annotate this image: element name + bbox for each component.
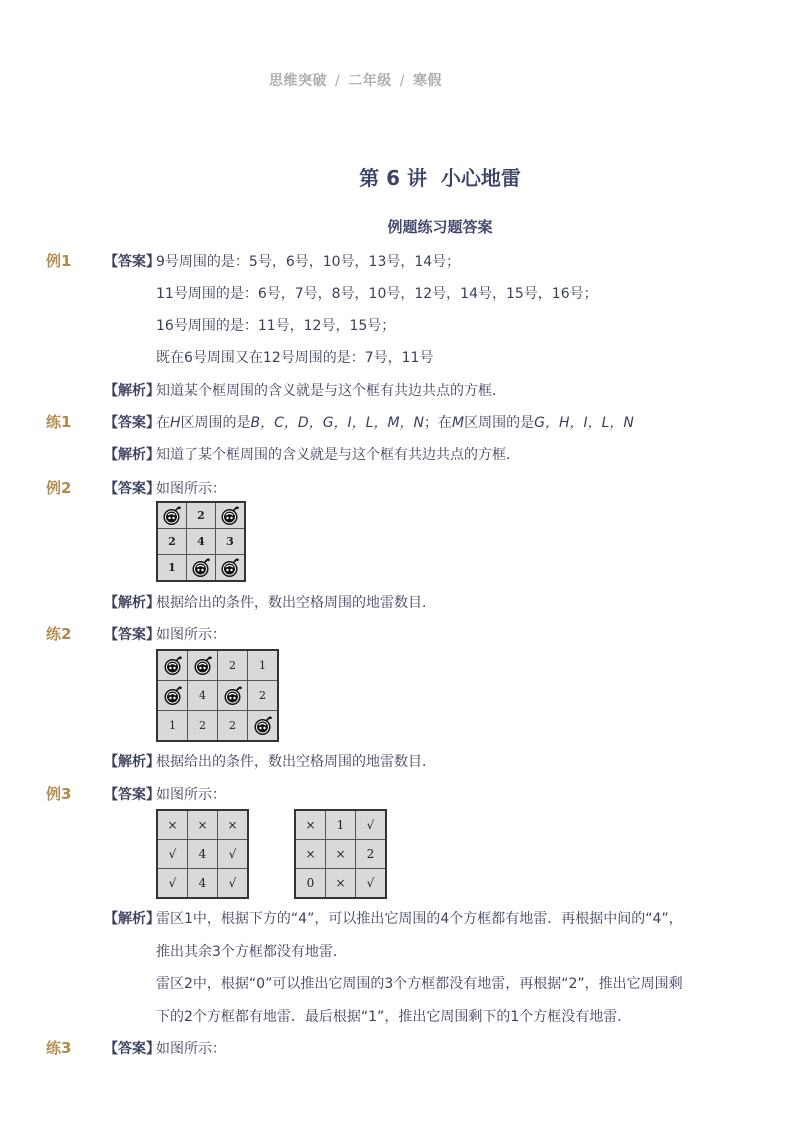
example-2-answer: 如图所示：: [156, 481, 226, 497]
practice-1-answer-text: ；在: [424, 415, 453, 431]
grid-cell-value: 4: [198, 847, 207, 861]
grid-cell-value: 2: [366, 847, 375, 861]
grid-cell-value: 4: [197, 535, 205, 548]
example-3-answer: 如图所示：: [156, 787, 226, 803]
grid-cell-value: 1: [169, 719, 176, 732]
minefield-grid-example-2: [156, 501, 246, 582]
grid-cell: [326, 840, 356, 869]
grid-cell-value: √: [168, 876, 177, 890]
mine-icon: [191, 558, 211, 578]
grid-cell-value: √: [168, 847, 177, 861]
grid-row: [157, 555, 245, 582]
mine-icon: [220, 506, 240, 526]
breadcrumb-part-3: 寒假: [412, 73, 442, 89]
example-1-answer-line-4: 既在6号周围又在12号周围的是：7号，11号: [156, 350, 434, 366]
breadcrumb: [269, 70, 442, 90]
answer-label: 【答案】: [104, 627, 160, 643]
grid-cell: [157, 502, 187, 529]
grid-cell: [157, 869, 188, 899]
grid-row: [295, 869, 386, 899]
example-1-answer-line-2: 11号周围的是：6号，7号，8号，10号，12号，14号，15号，16号；: [156, 286, 598, 302]
grid-cell: [218, 650, 248, 681]
example-1-tag: 例1: [46, 252, 72, 270]
grid-cell-value: ×: [227, 818, 238, 832]
grid-cell-value: √: [228, 847, 237, 861]
grid-cell: [188, 711, 218, 742]
grid-cell-value: 2: [197, 509, 205, 522]
example-3-tag: 例3: [46, 785, 72, 803]
example-1-answer-line-1: 9号周围的是：5号，6号，10号，13号，14号；: [156, 254, 461, 270]
answer-label: 【答案】: [104, 787, 160, 803]
grid-cell: [218, 810, 249, 840]
answer-label: 【答案】: [104, 415, 160, 431]
mine-icon: [163, 656, 183, 676]
analysis-label: 【解析】: [104, 754, 160, 770]
grid-cell: [157, 810, 188, 840]
example-3-analysis-line-4: 下的2个方框都有地雷．最后根据“1”，推出它周围剩下的1个方框没有地雷．: [156, 1009, 632, 1025]
grid-row: [157, 840, 248, 869]
grid-row: [157, 869, 248, 899]
practice-2-analysis: 根据给出的条件，数出空格周围的地雷数目．: [156, 754, 436, 770]
grid-cell: [356, 840, 387, 869]
answer-label: 【答案】: [104, 1041, 160, 1057]
grid-cell: [157, 650, 188, 681]
grid-cell-value: 4: [198, 876, 207, 890]
grid-row: [157, 810, 248, 840]
grid-cell: [248, 711, 279, 742]
practice-3-tag: 练3: [46, 1039, 72, 1057]
grid-cell-value: √: [366, 818, 375, 832]
grid-cell: [188, 869, 218, 899]
grid-row: [157, 650, 278, 681]
mine-icon: [193, 656, 213, 676]
grid-cell: [356, 810, 387, 840]
grid-cell-value: ×: [335, 847, 346, 861]
grid-cell: [157, 529, 187, 555]
region-m: M: [452, 415, 465, 431]
grid-cell-value: 2: [168, 535, 176, 548]
breadcrumb-part-2: 二年级: [348, 73, 392, 89]
example-1-answer-line-3: 16号周围的是：11号，12号，15号；: [156, 318, 396, 334]
page-subtitle: 例题练习题答案: [387, 218, 493, 236]
grid-cell-value: 1: [259, 659, 266, 672]
grid-row: [157, 711, 278, 742]
grid-cell: [188, 650, 218, 681]
practice-1-analysis: 知道了某个框周围的含义就是与这个框有共边共点的方框．: [156, 447, 520, 463]
grid-cell-value: 0: [306, 876, 315, 890]
grid-cell-value: ×: [305, 818, 316, 832]
mine-icon: [163, 686, 183, 706]
grid-cell: [218, 840, 249, 869]
grid-cell-value: √: [366, 876, 375, 890]
grid-cell: [326, 810, 356, 840]
practice-1-tag: 练1: [46, 413, 72, 431]
example-3-analysis-line-3: 雷区2中，根据“0”可以推出它周围的3个方框都没有地雷，再根据“2”，推出它周围剩: [156, 976, 683, 992]
grid-cell: [157, 681, 188, 711]
region-list-2: G，H，I，L，N: [534, 415, 634, 431]
mine-icon: [162, 506, 182, 526]
grid-row: [157, 681, 278, 711]
analysis-label: 【解析】: [104, 911, 160, 927]
grid-cell: [216, 529, 246, 555]
grid-cell-value: √: [228, 876, 237, 890]
grid-cell-value: 3: [226, 535, 234, 548]
example-2-analysis: 根据给出的条件，数出空格周围的地雷数目．: [156, 595, 436, 611]
practice-2-answer: 如图所示：: [156, 627, 226, 643]
grid-cell-value: ×: [335, 876, 346, 890]
grid-cell: [248, 681, 279, 711]
example-3-analysis-line-2: 推出其余3个方框都没有地雷．: [156, 944, 347, 960]
grid-cell-value: 2: [259, 689, 266, 702]
example-3-analysis-line-1: 雷区1中，根据下方的“4”，可以推出它周围的4个方框都有地雷．再根据中间的“4”，: [156, 911, 683, 927]
grid-cell: [218, 869, 249, 899]
practice-2-tag: 练2: [46, 625, 72, 643]
practice-1-answer: [156, 412, 634, 432]
grid-cell: [356, 869, 387, 899]
grid-cell-value: 2: [199, 719, 206, 732]
grid-cell: [157, 555, 187, 582]
breadcrumb-part-1: 思维突破: [269, 73, 327, 89]
analysis-label: 【解析】: [104, 447, 160, 463]
grid-cell-value: ×: [305, 847, 316, 861]
region-list-1: B，C，D，G，I，L，M，N: [250, 415, 425, 431]
mine-icon: [223, 686, 243, 706]
breadcrumb-separator: /: [335, 73, 341, 89]
grid-cell: [157, 840, 188, 869]
minefield-grid-region-1: [156, 809, 249, 899]
grid-cell-value: 4: [199, 689, 206, 702]
example-1-analysis: 知道某个框周围的含义就是与这个框有共边共点的方框．: [156, 383, 506, 399]
mine-icon: [253, 716, 273, 736]
grid-cell: [295, 810, 326, 840]
practice-3-answer: 如图所示：: [156, 1041, 226, 1057]
grid-row: [295, 840, 386, 869]
grid-cell: [218, 681, 248, 711]
grid-cell-value: ×: [197, 818, 208, 832]
mine-icon: [220, 558, 240, 578]
minefield-grid-practice-2: [156, 649, 279, 742]
grid-cell-value: 1: [336, 818, 345, 832]
practice-1-answer-text: 在: [156, 415, 170, 431]
grid-cell: [187, 555, 216, 582]
region-h: H: [170, 415, 181, 431]
practice-1-answer-text: 区周围的是: [464, 415, 535, 431]
grid-cell: [187, 529, 216, 555]
answer-label: 【答案】: [104, 254, 160, 270]
grid-row: [157, 529, 245, 555]
page-title: 第 6 讲 小心地雷: [359, 166, 521, 190]
grid-cell: [188, 840, 218, 869]
grid-cell: [188, 810, 218, 840]
grid-cell: [295, 869, 326, 899]
grid-cell: [248, 650, 279, 681]
example-2-tag: 例2: [46, 479, 72, 497]
answer-label: 【答案】: [104, 481, 160, 497]
minefield-grid-region-2: [294, 809, 387, 899]
grid-cell: [326, 869, 356, 899]
grid-cell: [216, 555, 246, 582]
grid-cell-value: 1: [168, 561, 176, 574]
grid-cell: [216, 502, 246, 529]
breadcrumb-separator: /: [399, 73, 405, 89]
analysis-label: 【解析】: [104, 383, 160, 399]
grid-row: [157, 502, 245, 529]
grid-cell-value: 2: [229, 719, 236, 732]
grid-row: [295, 810, 386, 840]
grid-cell-value: ×: [167, 818, 178, 832]
grid-cell: [187, 502, 216, 529]
grid-cell: [188, 681, 218, 711]
grid-cell: [218, 711, 248, 742]
grid-cell-value: 2: [229, 659, 236, 672]
grid-cell: [295, 840, 326, 869]
analysis-label: 【解析】: [104, 595, 160, 611]
practice-1-answer-text: 区周围的是: [180, 415, 251, 431]
grid-cell: [157, 711, 188, 742]
